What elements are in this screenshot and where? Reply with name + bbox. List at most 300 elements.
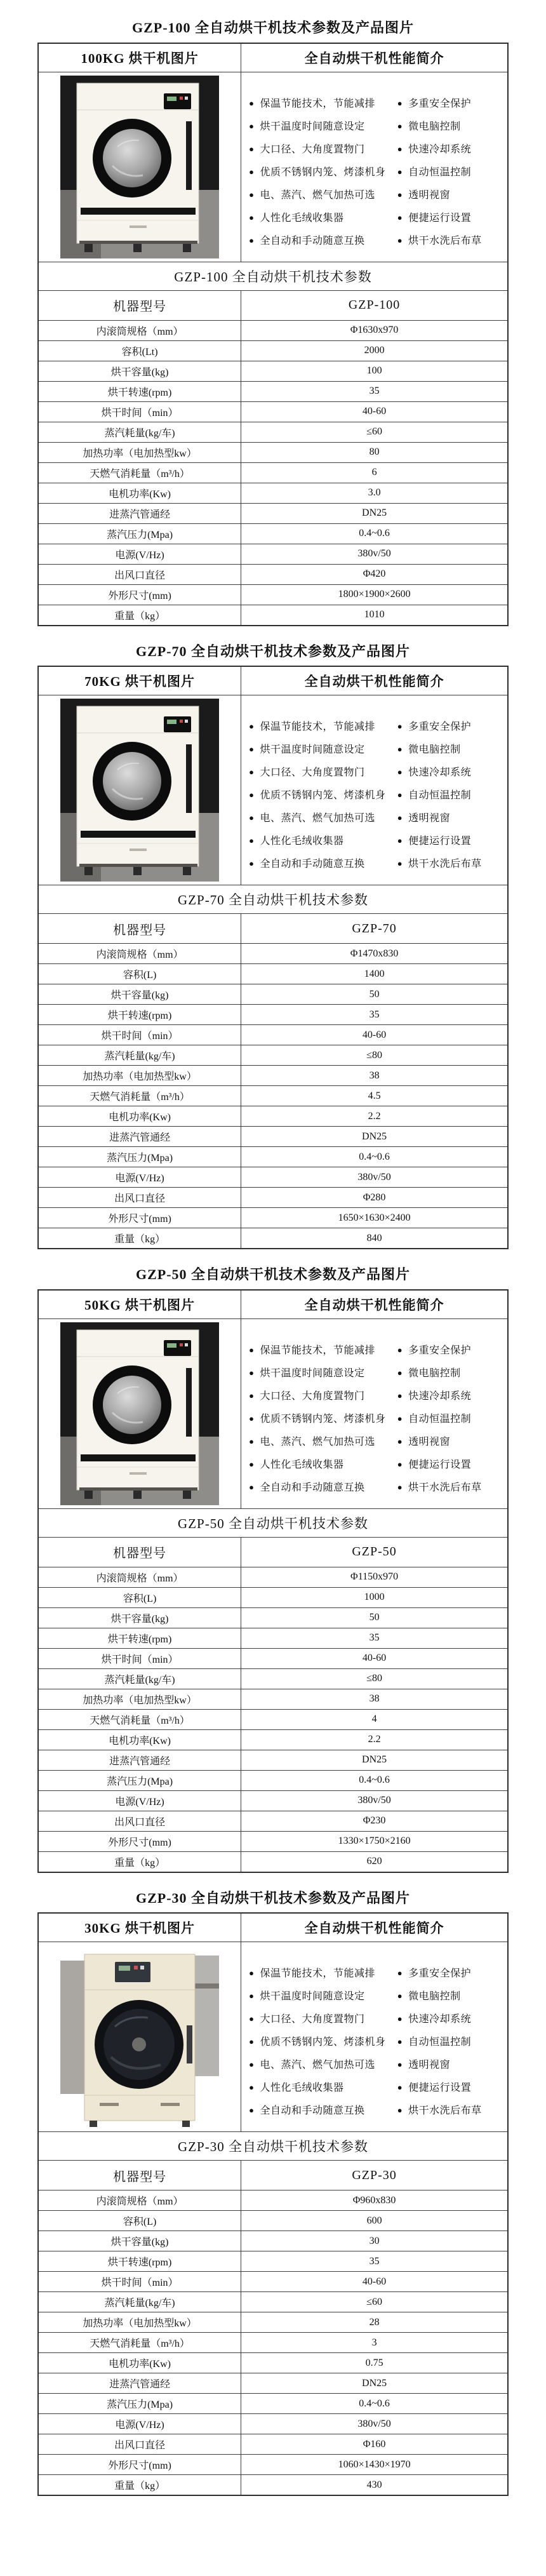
- spec-label: 烘干时间（min）: [38, 1648, 241, 1668]
- content-row: [38, 1942, 508, 2132]
- spec-row: [38, 2475, 508, 2496]
- dryer-section: [0, 19, 546, 626]
- feature-item: [249, 1962, 397, 1985]
- spec-row: [38, 1729, 508, 1750]
- spec-label: 重量（kg）: [38, 2475, 241, 2496]
- bullet-icon: ●: [397, 836, 403, 846]
- spec-label: 重量（kg）: [38, 1851, 241, 1872]
- spec-tbody: [38, 43, 508, 626]
- feature-item: [249, 93, 397, 116]
- spec-row: [38, 2190, 508, 2211]
- spec-value: 0.4~0.6: [241, 2394, 508, 2414]
- spec-label: 机器型号: [38, 290, 241, 320]
- feature-item: [249, 184, 397, 207]
- bullet-icon: ●: [249, 166, 255, 177]
- spec-value: 3: [241, 2333, 508, 2353]
- bullet-icon: ●: [397, 144, 403, 154]
- spec-tbody: [38, 1913, 508, 2495]
- spec-row: [38, 944, 508, 964]
- features-right: [397, 93, 505, 253]
- feature-label: 自动恒温控制: [408, 1413, 472, 1425]
- product-table: [37, 1289, 509, 1873]
- feature-label: 人性化毛绒收集器: [260, 2083, 344, 2094]
- feature-item: [249, 2031, 397, 2054]
- section-title: GZP-100 全自动烘干机技术参数及产品图片: [131, 20, 415, 36]
- bullet-icon: ●: [397, 212, 403, 222]
- bullet-icon: ●: [397, 859, 403, 869]
- model-row: [38, 1537, 508, 1567]
- features-list: [241, 1323, 507, 1505]
- spec-value: 35: [241, 1628, 508, 1648]
- feature-item: [249, 2077, 397, 2100]
- spec-label: 蒸汽压力(Mpa): [38, 2394, 241, 2414]
- feature-item: [397, 1477, 505, 1499]
- bullet-icon: ●: [397, 2037, 403, 2047]
- spec-row: [38, 1167, 508, 1188]
- feature-item: [249, 1454, 397, 1477]
- bullet-icon: ●: [249, 1367, 255, 1378]
- spec-label: 进蒸汽管通经: [38, 503, 241, 523]
- spec-row: [38, 1188, 508, 1208]
- spec-row: [38, 2414, 508, 2434]
- spec-row: [38, 1066, 508, 1086]
- spec-label: 机器型号: [38, 914, 241, 944]
- spec-row: [38, 584, 508, 605]
- photo-header-label: 100KG 烘干机图片: [38, 43, 241, 72]
- bullet-icon: ●: [397, 2014, 403, 2024]
- spec-value: 40-60: [241, 1648, 508, 1668]
- spec-value: 1330×1750×2160: [241, 1831, 508, 1851]
- spec-value: 40-60: [241, 401, 508, 422]
- spec-value: 35: [241, 381, 508, 401]
- spec-value: 35: [241, 1005, 508, 1025]
- bullet-icon: ●: [249, 144, 255, 154]
- spec-label: 天燃气消耗量（m³/h）: [38, 1709, 241, 1729]
- intro-header-label: 全自动烘干机性能简介: [241, 43, 508, 72]
- spec-value: 620: [241, 1851, 508, 1872]
- spec-row: [38, 1127, 508, 1147]
- feature-item: [249, 1985, 397, 2008]
- feature-item: [249, 784, 397, 807]
- feature-label: 全自动和手动随意互换: [260, 2105, 365, 2117]
- spec-row: [38, 1689, 508, 1709]
- spec-label: 容积(L): [38, 964, 241, 984]
- spec-value: DN25: [241, 1750, 508, 1770]
- intro-header-label: 全自动烘干机性能简介: [241, 1290, 508, 1319]
- feature-label: 快速冷却系统: [408, 2014, 472, 2025]
- features-right: [397, 1339, 505, 1499]
- spec-value: 28: [241, 2312, 508, 2333]
- feature-label: 优质不锈钢内笼、烤漆机身: [260, 166, 386, 178]
- feature-item: [249, 2054, 397, 2077]
- spec-value: DN25: [241, 503, 508, 523]
- bullet-icon: ●: [397, 1968, 403, 1978]
- section-title: GZP-30 全自动烘干机技术参数及产品图片: [135, 1889, 411, 1906]
- spec-row: [38, 1750, 508, 1770]
- feature-item: [249, 1477, 397, 1499]
- product-table: [37, 43, 509, 626]
- spec-label: 烘干时间（min）: [38, 1025, 241, 1045]
- spec-value: 1400: [241, 964, 508, 984]
- feature-item: [249, 2100, 397, 2123]
- spec-label: 电源(V/Hz): [38, 544, 241, 564]
- spec-value: DN25: [241, 2373, 508, 2394]
- feature-label: 微电脑控制: [408, 1991, 461, 2002]
- spec-label: 烘干容量(kg): [38, 361, 241, 381]
- spec-row: [38, 1567, 508, 1587]
- spec-label: 蒸汽压力(Mpa): [38, 1770, 241, 1790]
- spec-label: 加热功率（电加热型kw）: [38, 442, 241, 462]
- photo-cell: [38, 695, 241, 885]
- feature-label: 电、蒸汽、燃气加热可选: [260, 189, 376, 201]
- spec-label: 重量（kg）: [38, 1228, 241, 1249]
- spec-value: 4.5: [241, 1086, 508, 1106]
- spec-value: 380v/50: [241, 2414, 508, 2434]
- spec-label: 容积(L): [38, 1587, 241, 1607]
- spec-value: 40-60: [241, 2272, 508, 2292]
- product-table: [37, 666, 509, 1249]
- spec-value: Φ960x830: [241, 2190, 508, 2211]
- photo-header-label: 70KG 烘干机图片: [38, 666, 241, 695]
- feature-item: [249, 739, 397, 761]
- bullet-icon: ●: [397, 2105, 403, 2116]
- feature-label: 微电脑控制: [408, 744, 461, 756]
- features-cell: [241, 1942, 508, 2132]
- spec-value: 35: [241, 2251, 508, 2272]
- feature-label: 保温节能技术，节能减排: [260, 1345, 376, 1356]
- spec-value: GZP-50: [241, 1537, 508, 1567]
- feature-item: [249, 830, 397, 853]
- spec-value: Φ1470x830: [241, 944, 508, 964]
- spec-row: [38, 1147, 508, 1167]
- spec-row: [38, 2251, 508, 2272]
- feature-item: [397, 116, 505, 138]
- spec-value: ≤80: [241, 1045, 508, 1066]
- spec-label: 天燃气消耗量（m³/h）: [38, 2333, 241, 2353]
- table-title-row: [38, 262, 508, 290]
- spec-label: 电机功率(Kw): [38, 483, 241, 503]
- spec-row: [38, 2272, 508, 2292]
- feature-label: 人性化毛绒收集器: [260, 836, 344, 847]
- spec-label: 蒸汽耗量(kg/车): [38, 1045, 241, 1066]
- model-row: [38, 914, 508, 944]
- bullet-icon: ●: [397, 1413, 403, 1423]
- bullet-icon: ●: [397, 1390, 403, 1400]
- feature-label: 便捷运行设置: [408, 2083, 472, 2094]
- spec-row: [38, 984, 508, 1005]
- spec-row: [38, 1648, 508, 1668]
- spec-row: [38, 1005, 508, 1025]
- spec-row: [38, 1790, 508, 1811]
- features-right: [397, 716, 505, 876]
- spec-row: [38, 442, 508, 462]
- spec-value: 40-60: [241, 1025, 508, 1045]
- spec-value: 4: [241, 1709, 508, 1729]
- feature-label: 优质不锈钢内笼、烤漆机身: [260, 2037, 386, 2048]
- feature-label: 烘干温度时间随意设定: [260, 121, 365, 132]
- feature-item: [397, 716, 505, 739]
- bullet-icon: ●: [397, 98, 403, 108]
- spec-label: 烘干时间（min）: [38, 2272, 241, 2292]
- table-header-row: [38, 1290, 508, 1319]
- features-list: [241, 1946, 507, 2128]
- spec-label: 电机功率(Kw): [38, 1106, 241, 1127]
- spec-label: 容积(Lt): [38, 340, 241, 361]
- feature-label: 便捷运行设置: [408, 212, 472, 224]
- feature-item: [397, 1962, 505, 1985]
- spec-value: 2.2: [241, 1729, 508, 1750]
- section-title: GZP-50 全自动烘干机技术参数及产品图片: [135, 1266, 411, 1283]
- spec-label: 内滚筒规格（mm）: [38, 2190, 241, 2211]
- spec-value: 0.4~0.6: [241, 1147, 508, 1167]
- spec-value: Φ1150x970: [241, 1567, 508, 1587]
- feature-label: 自动恒温控制: [408, 166, 472, 178]
- spec-row: [38, 2312, 508, 2333]
- bullet-icon: ●: [249, 744, 255, 755]
- feature-label: 电、蒸汽、燃气加热可选: [260, 1436, 376, 1447]
- feature-label: 多重安全保护: [408, 1968, 472, 1980]
- feature-item: [249, 1408, 397, 1431]
- bullet-icon: ●: [249, 121, 255, 131]
- spec-label: 烘干转速(rpm): [38, 1628, 241, 1648]
- features-left: [249, 93, 397, 253]
- dryer-photo-dark: [60, 76, 219, 258]
- spec-value: GZP-70: [241, 914, 508, 944]
- feature-item: [249, 716, 397, 739]
- spec-row: [38, 1770, 508, 1790]
- spec-label: 外形尺寸(mm): [38, 2455, 241, 2475]
- spec-label: 烘干时间（min）: [38, 401, 241, 422]
- bullet-icon: ●: [397, 1436, 403, 1446]
- bullet-icon: ●: [249, 189, 255, 199]
- features-cell: [241, 1318, 508, 1508]
- feature-item: [397, 184, 505, 207]
- bullet-icon: ●: [397, 813, 403, 823]
- bullet-icon: ●: [249, 212, 255, 222]
- spec-label: 机器型号: [38, 1537, 241, 1567]
- spec-label: 电源(V/Hz): [38, 2414, 241, 2434]
- photo-header-label: 50KG 烘干机图片: [38, 1290, 241, 1319]
- product-table: [37, 1912, 509, 2496]
- dryer-section: [0, 1889, 546, 2497]
- spec-row: [38, 1587, 508, 1607]
- feature-item: [397, 853, 505, 876]
- spec-row: [38, 564, 508, 584]
- model-row: [38, 2161, 508, 2190]
- features-left: [249, 1339, 397, 1499]
- spec-label: 烘干容量(kg): [38, 1607, 241, 1628]
- dryer-photo-light: [60, 1945, 219, 2128]
- feature-label: 自动恒温控制: [408, 2037, 472, 2048]
- spec-value: DN25: [241, 1127, 508, 1147]
- feature-item: [397, 739, 505, 761]
- spec-value: 380v/50: [241, 1790, 508, 1811]
- feature-item: [397, 830, 505, 853]
- bullet-icon: ●: [397, 121, 403, 131]
- feature-label: 快速冷却系统: [408, 1390, 472, 1402]
- features-right: [397, 1962, 505, 2123]
- features-list: [241, 76, 507, 258]
- spec-value: 2.2: [241, 1106, 508, 1127]
- spec-row: [38, 2434, 508, 2455]
- spec-label: 烘干容量(kg): [38, 984, 241, 1005]
- spec-label: 电源(V/Hz): [38, 1790, 241, 1811]
- spec-value: 430: [241, 2475, 508, 2496]
- spec-label: 进蒸汽管通经: [38, 2373, 241, 2394]
- bullet-icon: ●: [249, 2037, 255, 2047]
- spec-value: 0.4~0.6: [241, 523, 508, 544]
- feature-label: 人性化毛绒收集器: [260, 1459, 344, 1470]
- photo-cell: [38, 1942, 241, 2132]
- feature-label: 烘干水洗后布草: [408, 1482, 482, 1493]
- bullet-icon: ●: [397, 235, 403, 245]
- dryer-section: [0, 643, 546, 1250]
- feature-label: 微电脑控制: [408, 1367, 461, 1379]
- bullet-icon: ●: [249, 1459, 255, 1469]
- bullet-icon: ●: [249, 2060, 255, 2070]
- spec-row: [38, 462, 508, 483]
- bullet-icon: ●: [397, 1459, 403, 1469]
- spec-label: 烘干转速(rpm): [38, 381, 241, 401]
- spec-row: [38, 523, 508, 544]
- feature-label: 优质不锈钢内笼、烤漆机身: [260, 1413, 386, 1425]
- spec-value: 1000: [241, 1587, 508, 1607]
- table-title-row: [38, 885, 508, 914]
- spec-row: [38, 1025, 508, 1045]
- feature-item: [397, 1454, 505, 1477]
- spec-row: [38, 1208, 508, 1228]
- feature-label: 优质不锈钢内笼、烤漆机身: [260, 790, 386, 802]
- table-title-label: GZP-30 全自动烘干机技术参数: [38, 2132, 508, 2161]
- table-header-row: [38, 666, 508, 695]
- bullet-icon: ●: [397, 2060, 403, 2070]
- feature-label: 透明视窗: [408, 189, 451, 201]
- feature-item: [249, 207, 397, 230]
- spec-row: [38, 1851, 508, 1872]
- bullet-icon: ●: [249, 235, 255, 245]
- spec-value: 1060×1430×1970: [241, 2455, 508, 2475]
- spec-tbody: [38, 1290, 508, 1872]
- spec-value: 38: [241, 1689, 508, 1709]
- feature-item: [397, 2054, 505, 2077]
- spec-row: [38, 544, 508, 564]
- spec-label: 烘干容量(kg): [38, 2231, 241, 2251]
- feature-item: [397, 1339, 505, 1362]
- photo-header-label: 30KG 烘干机图片: [38, 1913, 241, 1942]
- spec-row: [38, 2231, 508, 2251]
- table-title-row: [38, 1508, 508, 1537]
- feature-item: [397, 2031, 505, 2054]
- spec-label: 天燃气消耗量（m³/h）: [38, 462, 241, 483]
- page-content: [0, 19, 546, 2496]
- feature-item: [397, 784, 505, 807]
- spec-value: ≤80: [241, 1668, 508, 1689]
- feature-item: [249, 138, 397, 161]
- spec-row: [38, 1709, 508, 1729]
- spec-label: 烘干转速(rpm): [38, 1005, 241, 1025]
- feature-label: 烘干温度时间随意设定: [260, 1991, 365, 2002]
- spec-label: 蒸汽压力(Mpa): [38, 523, 241, 544]
- bullet-icon: ●: [397, 1345, 403, 1355]
- spec-value: GZP-100: [241, 290, 508, 320]
- bullet-icon: ●: [249, 1436, 255, 1446]
- feature-item: [397, 2008, 505, 2031]
- spec-label: 出风口直径: [38, 1188, 241, 1208]
- spec-value: 100: [241, 361, 508, 381]
- content-row: [38, 1318, 508, 1508]
- bullet-icon: ●: [249, 836, 255, 846]
- spec-value: 2000: [241, 340, 508, 361]
- spec-row: [38, 605, 508, 626]
- bullet-icon: ●: [249, 98, 255, 108]
- feature-item: [397, 1431, 505, 1454]
- spec-row: [38, 1607, 508, 1628]
- feature-item: [249, 1362, 397, 1385]
- feature-label: 透明视窗: [408, 2060, 451, 2071]
- feature-label: 便捷运行设置: [408, 1459, 472, 1470]
- spec-label: 出风口直径: [38, 564, 241, 584]
- spec-value: 6: [241, 462, 508, 483]
- feature-item: [397, 1362, 505, 1385]
- feature-label: 烘干温度时间随意设定: [260, 1367, 365, 1379]
- spec-label: 外形尺寸(mm): [38, 1831, 241, 1851]
- spec-row: [38, 1811, 508, 1831]
- feature-label: 自动恒温控制: [408, 790, 472, 802]
- bullet-icon: ●: [249, 1390, 255, 1400]
- spec-row: [38, 1086, 508, 1106]
- feature-item: [249, 1431, 397, 1454]
- spec-value: 30: [241, 2231, 508, 2251]
- model-row: [38, 290, 508, 320]
- table-title-label: GZP-70 全自动烘干机技术参数: [38, 885, 508, 914]
- bullet-icon: ●: [397, 1482, 403, 1492]
- spec-label: 内滚筒规格（mm）: [38, 320, 241, 340]
- spec-value: Φ160: [241, 2434, 508, 2455]
- feature-label: 透明视窗: [408, 1436, 451, 1447]
- spec-row: [38, 361, 508, 381]
- feature-item: [249, 807, 397, 830]
- spec-row: [38, 1668, 508, 1689]
- spec-row: [38, 2394, 508, 2414]
- table-title-row: [38, 2132, 508, 2161]
- feature-label: 多重安全保护: [408, 98, 472, 109]
- spec-row: [38, 1106, 508, 1127]
- spec-label: 外形尺寸(mm): [38, 1208, 241, 1228]
- features-list: [241, 699, 507, 881]
- bullet-icon: ●: [249, 1968, 255, 1978]
- feature-label: 大口径、大角度置物门: [260, 144, 365, 155]
- spec-label: 天燃气消耗量（m³/h）: [38, 1086, 241, 1106]
- feature-label: 全自动和手动随意互换: [260, 859, 365, 870]
- spec-value: 0.4~0.6: [241, 1770, 508, 1790]
- spec-label: 加热功率（电加热型kw）: [38, 1689, 241, 1709]
- section-title: GZP-70 全自动烘干机技术参数及产品图片: [135, 643, 411, 659]
- bullet-icon: ●: [249, 1991, 255, 2001]
- feature-label: 微电脑控制: [408, 121, 461, 132]
- features-left: [249, 716, 397, 876]
- spec-row: [38, 381, 508, 401]
- spec-label: 容积(L): [38, 2211, 241, 2231]
- feature-item: [249, 161, 397, 184]
- bullet-icon: ●: [397, 166, 403, 177]
- feature-item: [397, 1985, 505, 2008]
- bullet-icon: ●: [397, 767, 403, 777]
- intro-header-label: 全自动烘干机性能简介: [241, 666, 508, 695]
- spec-row: [38, 2455, 508, 2475]
- feature-item: [397, 207, 505, 230]
- spec-value: 0.75: [241, 2353, 508, 2373]
- spec-value: 38: [241, 1066, 508, 1086]
